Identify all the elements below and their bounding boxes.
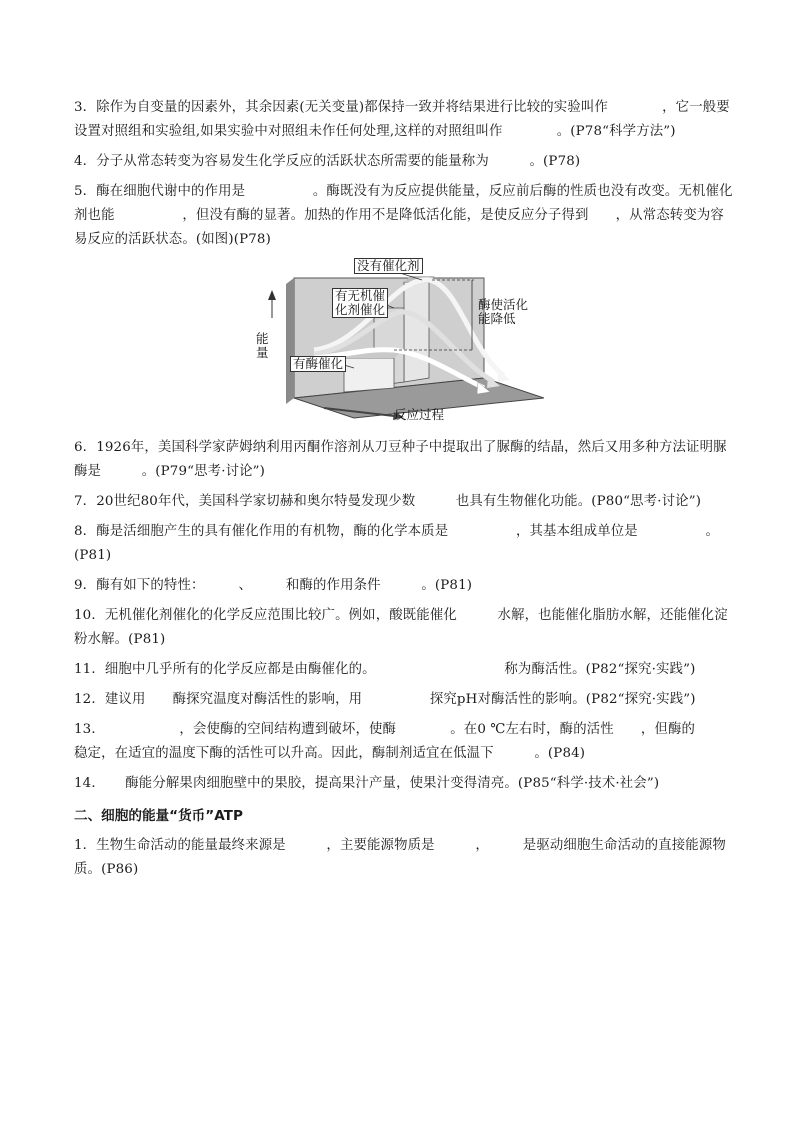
item-6: 6．1926年，美国科学家萨姆纳利用丙酮作溶剂从刀豆种子中提取出了脲酶的结晶，然后又用多种方法证明脲酶是 。(P79“思考·讨论”) bbox=[74, 440, 727, 479]
item-11: 11．细胞中几乎所有的化学反应都是由酶催化的。 称为酶活性。(P82“探究·实践”) bbox=[74, 662, 696, 677]
label-no-catalyst: 没有催化剂 bbox=[354, 258, 423, 274]
label-enzyme-lowers-activation-energy: 酶使活化 能降低 bbox=[478, 297, 529, 326]
activation-energy-diagram bbox=[254, 258, 544, 428]
label-reaction-process: 反应过程 bbox=[394, 407, 445, 422]
item-13: 13． ，会使酶的空间结构遭到破坏，使酶 。在0 ℃左右时，酶的活性 ，但酶的 稳定，在适宜的温度下酶的活性可以升高。因此，酶制剂适宜在低温下 。(P84) bbox=[74, 722, 750, 761]
section2-item-1: 1．生物生命活动的能量最终来源是 ，主要能源物质是 ， 是驱动细胞生命活动的直接能源物质。(P86) bbox=[74, 838, 726, 877]
label-enzyme-catalysis: 有酶催化 bbox=[290, 356, 346, 372]
item-9: 9．酶有如下的特性： 、 和酶的作用条件 。(P81) bbox=[74, 578, 473, 593]
item-3: 3．除作为自变量的因素外，其余因素(无关变量)都保持一致并将结果进行比较的实验叫作 ，它一般要设置对照组和实验组,如果实验中对照组未作任何处理,这样的对照组叫作 。(P78“科学方法”) bbox=[74, 100, 730, 139]
label-inorganic-catalyst: 有无机催 化剂催化 bbox=[332, 288, 388, 318]
section-heading-atp: 二、细胞的能量“货币”ATP bbox=[74, 808, 243, 824]
item-7: 7．20世纪80年代，美国科学家切赫和奥尔特曼发现少数 也具有生物催化功能。(P80“思考·讨论”) bbox=[74, 494, 702, 509]
document-page bbox=[74, 96, 750, 888]
item-4: 4．分子从常态转变为容易发生化学反应的活跃状态所需要的能量称为 。(P78) bbox=[74, 154, 581, 169]
activation-energy-figure bbox=[254, 258, 544, 428]
item-10: 10．无机催化剂催化的化学反应范围比较广。例如，酸既能催化 水解，也能催化脂肪水解，还能催化淀粉水解。(P81) bbox=[74, 608, 728, 647]
item-8: 8．酶是活细胞产生的具有催化作用的有机物，酶的化学本质是 ，其基本组成单位是 。(P81) bbox=[74, 524, 720, 563]
item-14: 14． 酶能分解果肉细胞壁中的果胶，提高果汁产量，使果汁变得清亮。(P85“科学·技术·社会”) bbox=[74, 776, 660, 791]
item-12: 12．建议用 酶探究温度对酶活性的影响，用 探究pH对酶活性的影响。(P82“探究·实践”) bbox=[74, 692, 696, 707]
item-5: 5．酶在细胞代谢中的作用是 。酶既没有为反应提供能量，反应前后酶的性质也没有改变。无机催化剂也能 ，但没有酶的显著。加热的作用不是降低活化能，是使反应分子得到 ，从常态转变为容易反应的活跃状态。(如图)(P78) bbox=[74, 184, 733, 247]
label-energy-axis: 能 量 bbox=[256, 331, 269, 360]
